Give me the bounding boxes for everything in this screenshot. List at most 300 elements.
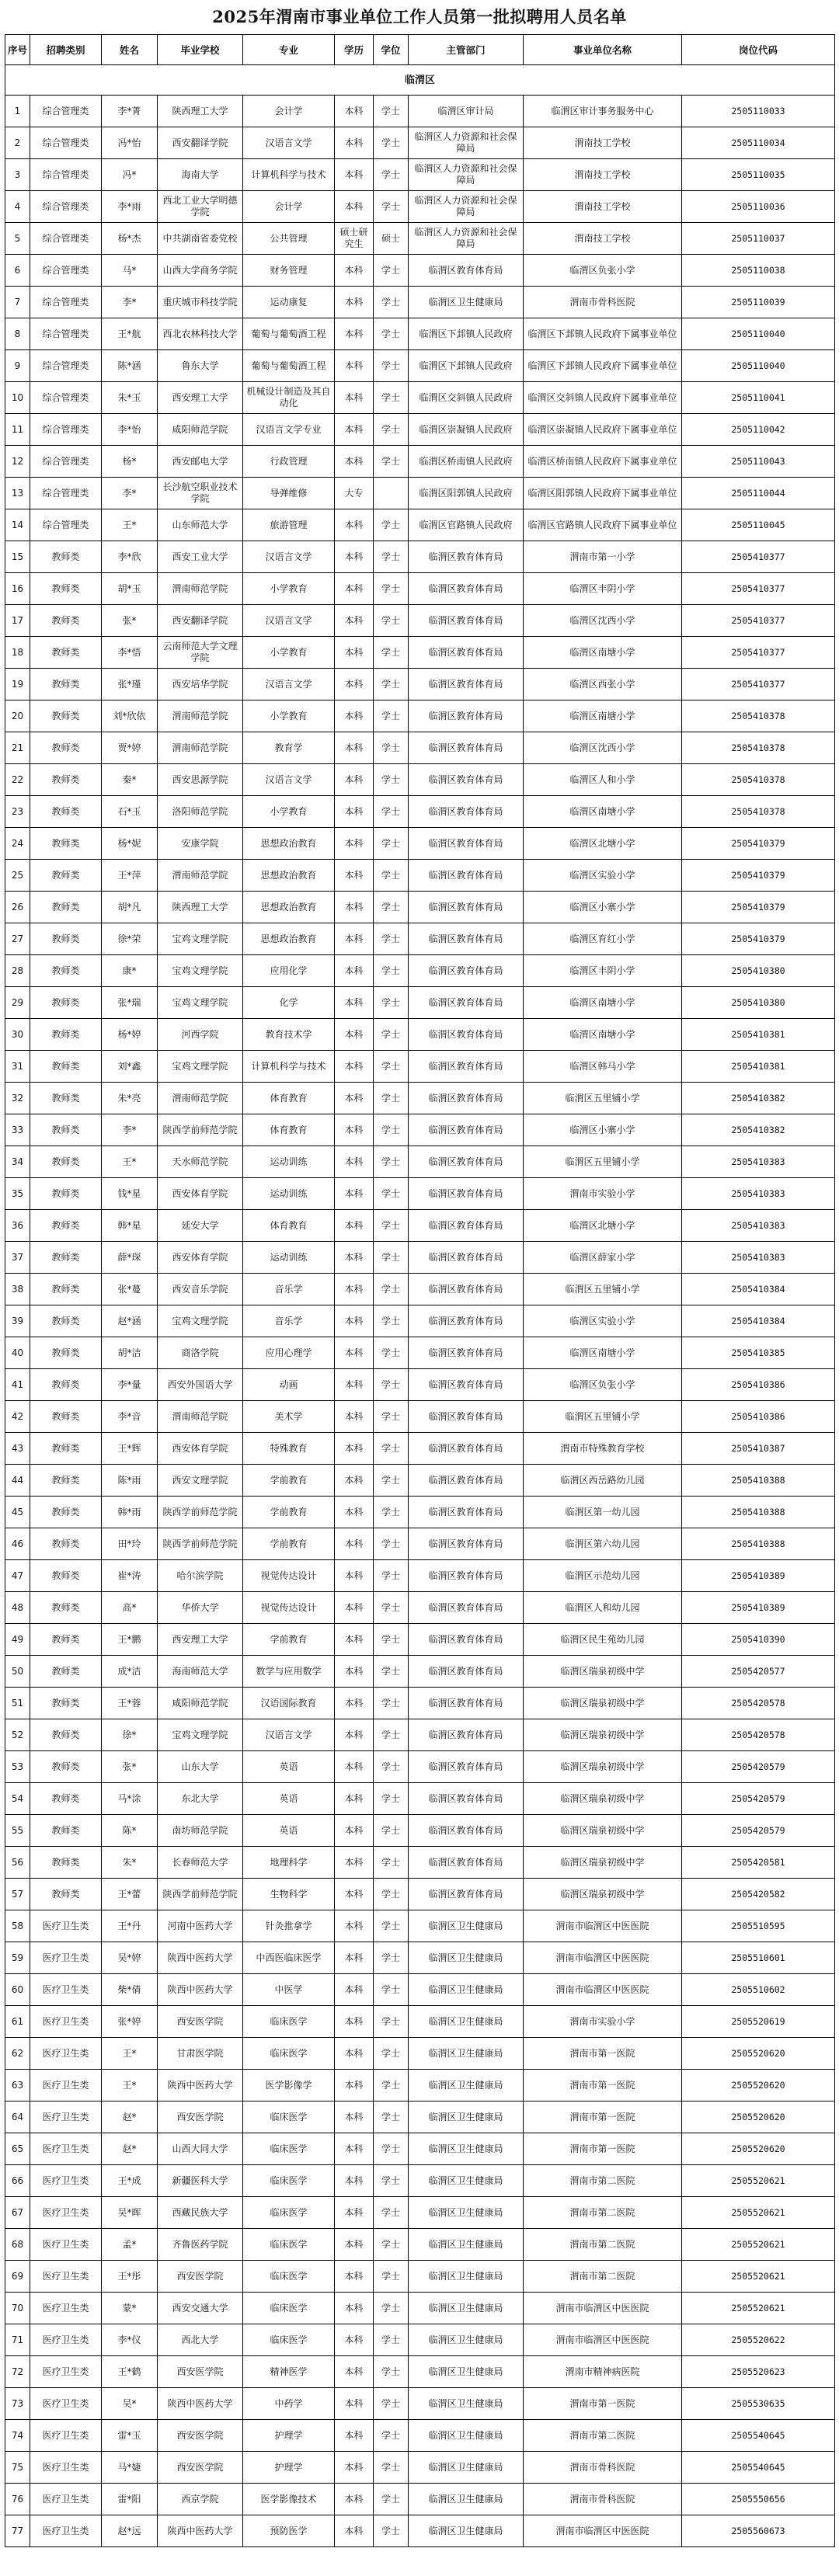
graduate-school-cell: 山东师范大学	[158, 509, 243, 541]
table-row	[5, 2229, 835, 2261]
row-number-cell: 22	[5, 764, 30, 796]
table-row	[5, 478, 835, 509]
supervising-department-cell: 临渭区崇凝镇人民政府	[409, 414, 524, 446]
degree-cell: 学士	[374, 1592, 409, 1624]
degree-cell: 学士	[374, 2484, 409, 2515]
position-code-cell: 2505410378	[682, 796, 835, 828]
education-level-cell: 本科	[335, 2006, 374, 2038]
supervising-department-cell: 临渭区人力资源和社会保障局	[409, 159, 524, 191]
table-row	[5, 923, 835, 955]
person-name-cell: 张*婷	[102, 2006, 158, 2038]
position-code-cell: 2505540645	[682, 2420, 835, 2452]
institution-name-cell: 临渭区负张小学	[524, 255, 682, 287]
recruit-category-cell: 教师类	[30, 1146, 102, 1178]
person-name-cell: 李*仪	[102, 2324, 158, 2356]
person-name-cell: 王*鹤	[102, 2356, 158, 2388]
education-level-cell: 本科	[335, 1910, 374, 1942]
table-row	[5, 2356, 835, 2388]
supervising-department-cell: 临渭区教育体育局	[409, 1783, 524, 1815]
degree-cell: 学士	[374, 669, 409, 700]
row-number-cell: 45	[5, 1497, 30, 1528]
institution-name-cell: 渭南市第二医院	[524, 2261, 682, 2293]
person-name-cell: 雷*玉	[102, 2420, 158, 2452]
graduate-school-cell: 陕西学前师范学院	[158, 1879, 243, 1910]
position-code-cell: 2505410382	[682, 1083, 835, 1114]
education-level-cell: 本科	[335, 2133, 374, 2165]
person-name-cell: 王*航	[102, 318, 158, 350]
person-name-cell: 朱*亮	[102, 1083, 158, 1114]
row-number-cell: 47	[5, 1560, 30, 1592]
person-name-cell: 吴*	[102, 2388, 158, 2420]
education-level-cell: 本科	[335, 287, 374, 318]
institution-name-cell: 临渭区实验小学	[524, 860, 682, 892]
degree-cell: 学士	[374, 96, 409, 127]
education-level-cell: 本科	[335, 2197, 374, 2229]
education-level-cell: 本科	[335, 414, 374, 446]
graduate-school-cell: 宝鸡文理学院	[158, 923, 243, 955]
supervising-department-cell: 临渭区卫生健康局	[409, 2006, 524, 2038]
degree-cell: 学士	[374, 1974, 409, 2006]
institution-name-cell: 渭南市临渭区中医医院	[524, 1974, 682, 2006]
position-code-cell: 2505410384	[682, 1274, 835, 1305]
person-name-cell: 张*	[102, 1751, 158, 1783]
row-number-cell: 43	[5, 1433, 30, 1465]
major-cell: 葡萄与葡萄酒工程	[243, 350, 335, 382]
graduate-school-cell: 海南大学	[158, 159, 243, 191]
supervising-department-cell: 临渭区教育体育局	[409, 1401, 524, 1433]
graduate-school-cell: 宝鸡文理学院	[158, 955, 243, 987]
supervising-department-cell: 临渭区卫生健康局	[409, 1910, 524, 1942]
education-level-cell: 本科	[335, 1688, 374, 1719]
person-name-cell: 冯*	[102, 159, 158, 191]
supervising-department-cell: 临渭区教育体育局	[409, 1369, 524, 1401]
supervising-department-cell: 临渭区卫生健康局	[409, 2261, 524, 2293]
institution-name-cell: 临渭区沈西小学	[524, 732, 682, 764]
institution-name-cell: 临渭区第六幼儿园	[524, 1528, 682, 1560]
education-level-cell: 本科	[335, 1274, 374, 1305]
degree-cell: 学士	[374, 923, 409, 955]
position-code-cell: 2505110042	[682, 414, 835, 446]
recruit-category-cell: 教师类	[30, 1401, 102, 1433]
major-cell: 汉语言文学	[243, 541, 335, 573]
degree-cell: 学士	[374, 2101, 409, 2133]
supervising-department-cell: 临渭区教育体育局	[409, 1592, 524, 1624]
institution-name-cell: 渭南市骨科医院	[524, 2484, 682, 2515]
supervising-department-cell: 临渭区卫生健康局	[409, 2133, 524, 2165]
table-row	[5, 860, 835, 892]
education-level-cell: 本科	[335, 509, 374, 541]
major-cell: 英语	[243, 1751, 335, 1783]
person-name-cell: 马*涂	[102, 1783, 158, 1815]
table-row	[5, 637, 835, 669]
row-number-cell: 60	[5, 1974, 30, 2006]
row-number-cell: 58	[5, 1910, 30, 1942]
table-row	[5, 1369, 835, 1401]
person-name-cell: 王*丹	[102, 1910, 158, 1942]
person-name-cell: 胡*洁	[102, 1337, 158, 1369]
education-level-cell: 本科	[335, 1974, 374, 2006]
graduate-school-cell: 长春师范大学	[158, 1847, 243, 1879]
table-row	[5, 1974, 835, 2006]
supervising-department-cell: 临渭区教育体育局	[409, 1433, 524, 1465]
table-row	[5, 892, 835, 923]
supervising-department-cell: 临渭区教育体育局	[409, 700, 524, 732]
education-level-cell: 本科	[335, 1751, 374, 1783]
person-name-cell: 王*鹏	[102, 1624, 158, 1656]
degree-cell: 学士	[374, 1688, 409, 1719]
row-number-cell: 65	[5, 2133, 30, 2165]
graduate-school-cell: 陕西理工大学	[158, 892, 243, 923]
major-cell: 汉语言文学	[243, 127, 335, 159]
graduate-school-cell: 鲁东大学	[158, 350, 243, 382]
education-level-cell: 本科	[335, 1114, 374, 1146]
row-number-cell: 5	[5, 223, 30, 255]
recruit-category-cell: 医疗卫生类	[30, 2515, 102, 2547]
supervising-department-cell: 临渭区卫生健康局	[409, 2452, 524, 2484]
institution-name-cell: 临渭区瑞泉初级中学	[524, 1783, 682, 1815]
degree-cell: 学士	[374, 1497, 409, 1528]
person-name-cell: 马*婕	[102, 2452, 158, 2484]
graduate-school-cell: 重庆城市科技学院	[158, 287, 243, 318]
graduate-school-cell: 渭南师范学院	[158, 573, 243, 605]
recruit-category-cell: 综合管理类	[30, 382, 102, 414]
major-cell: 学前教育	[243, 1465, 335, 1497]
row-number-cell: 14	[5, 509, 30, 541]
graduate-school-cell: 宝鸡文理学院	[158, 987, 243, 1019]
institution-name-cell: 渭南市第二医院	[524, 2229, 682, 2261]
position-code-cell: 2505530635	[682, 2388, 835, 2420]
graduate-school-cell: 东北大学	[158, 1783, 243, 1815]
person-name-cell: 康*	[102, 955, 158, 987]
degree-cell: 学士	[374, 700, 409, 732]
recruit-category-cell: 教师类	[30, 541, 102, 573]
major-cell: 英语	[243, 1783, 335, 1815]
person-name-cell: 胡*玉	[102, 573, 158, 605]
major-cell: 会计学	[243, 191, 335, 223]
major-cell: 音乐学	[243, 1274, 335, 1305]
major-cell: 学前教育	[243, 1497, 335, 1528]
supervising-department-cell: 临渭区卫生健康局	[409, 2038, 524, 2070]
recruit-category-cell: 教师类	[30, 1656, 102, 1688]
recruit-category-cell: 教师类	[30, 1751, 102, 1783]
person-name-cell: 吴*婷	[102, 1942, 158, 1974]
position-code-cell: 2505410389	[682, 1560, 835, 1592]
person-name-cell: 胡*凡	[102, 892, 158, 923]
row-number-cell: 69	[5, 2261, 30, 2293]
education-level-cell: 本科	[335, 1656, 374, 1688]
graduate-school-cell: 新疆医科大学	[158, 2165, 243, 2197]
person-name-cell: 贾*婷	[102, 732, 158, 764]
major-cell: 旅游管理	[243, 509, 335, 541]
supervising-department-cell: 临渭区教育体育局	[409, 1465, 524, 1497]
education-level-cell: 本科	[335, 764, 374, 796]
graduate-school-cell: 西安交通大学	[158, 2293, 243, 2324]
major-cell: 汉语言文学	[243, 1719, 335, 1751]
table-row	[5, 509, 835, 541]
education-level-cell: 本科	[335, 2356, 374, 2388]
supervising-department-cell: 临渭区教育体育局	[409, 955, 524, 987]
person-name-cell: 吴*晖	[102, 2197, 158, 2229]
table-row	[5, 2133, 835, 2165]
table-row	[5, 1146, 835, 1178]
education-level-cell: 本科	[335, 96, 374, 127]
position-code-cell: 2505560673	[682, 2515, 835, 2547]
degree-cell: 学士	[374, 2356, 409, 2388]
row-number-cell: 3	[5, 159, 30, 191]
major-cell: 汉语言文学专业	[243, 414, 335, 446]
institution-name-cell: 临渭区南塘小学	[524, 1019, 682, 1051]
supervising-department-cell: 临渭区人力资源和社会保障局	[409, 223, 524, 255]
education-level-cell: 本科	[335, 1528, 374, 1560]
graduate-school-cell: 西安医学院	[158, 2006, 243, 2038]
table-row	[5, 127, 835, 159]
institution-name-cell: 渭南市第一医院	[524, 2388, 682, 2420]
table-row	[5, 1847, 835, 1879]
institution-name-cell: 临渭区北塘小学	[524, 828, 682, 860]
education-level-cell: 本科	[335, 1401, 374, 1433]
supervising-department-cell: 临渭区人力资源和社会保障局	[409, 127, 524, 159]
education-level-cell: 本科	[335, 1337, 374, 1369]
graduate-school-cell: 宝鸡文理学院	[158, 1719, 243, 1751]
position-code-cell: 2505550656	[682, 2484, 835, 2515]
education-level-cell: 本科	[335, 669, 374, 700]
institution-name-cell: 渭南市临渭区中医医院	[524, 1910, 682, 1942]
major-cell: 美术学	[243, 1401, 335, 1433]
header-cell: 学历	[335, 35, 374, 65]
row-number-cell: 75	[5, 2452, 30, 2484]
major-cell: 临床医学	[243, 2261, 335, 2293]
institution-name-cell: 渭南技工学校	[524, 159, 682, 191]
row-number-cell: 68	[5, 2229, 30, 2261]
degree-cell: 学士	[374, 573, 409, 605]
graduate-school-cell: 西京学院	[158, 2484, 243, 2515]
table-row	[5, 700, 835, 732]
table-row	[5, 2420, 835, 2452]
person-name-cell: 王*彤	[102, 2261, 158, 2293]
person-name-cell: 王*辉	[102, 1433, 158, 1465]
candidates-table	[5, 34, 835, 2547]
table-row	[5, 1401, 835, 1433]
header-cell: 主管部门	[409, 35, 524, 65]
institution-name-cell: 临渭区阳郭镇人民政府下属事业单位	[524, 478, 682, 509]
institution-name-cell: 临渭区实验小学	[524, 1305, 682, 1337]
supervising-department-cell: 临渭区教育体育局	[409, 987, 524, 1019]
institution-name-cell: 临渭区示范幼儿园	[524, 1560, 682, 1592]
education-level-cell: 本科	[335, 1178, 374, 1210]
person-name-cell: 李*	[102, 1114, 158, 1146]
table-row	[5, 2197, 835, 2229]
row-number-cell: 40	[5, 1337, 30, 1369]
position-code-cell: 2505420578	[682, 1719, 835, 1751]
institution-name-cell: 临渭区官路镇人民政府下属事业单位	[524, 509, 682, 541]
supervising-department-cell: 临渭区卫生健康局	[409, 2293, 524, 2324]
major-cell: 护理学	[243, 2452, 335, 2484]
education-level-cell: 本科	[335, 127, 374, 159]
supervising-department-cell: 临渭区卫生健康局	[409, 2229, 524, 2261]
table-row	[5, 223, 835, 255]
graduate-school-cell: 海南师范大学	[158, 1656, 243, 1688]
table-row	[5, 1337, 835, 1369]
degree-cell: 学士	[374, 1815, 409, 1847]
person-name-cell: 陈*涵	[102, 350, 158, 382]
institution-name-cell: 临渭区瑞泉初级中学	[524, 1688, 682, 1719]
row-number-cell: 20	[5, 700, 30, 732]
degree-cell: 学士	[374, 541, 409, 573]
supervising-department-cell: 临渭区教育体育局	[409, 1815, 524, 1847]
recruit-category-cell: 医疗卫生类	[30, 2388, 102, 2420]
degree-cell: 学士	[374, 2197, 409, 2229]
graduate-school-cell: 安康学院	[158, 828, 243, 860]
major-cell: 财务管理	[243, 255, 335, 287]
supervising-department-cell: 临渭区教育体育局	[409, 1242, 524, 1274]
recruit-category-cell: 教师类	[30, 1433, 102, 1465]
recruit-category-cell: 教师类	[30, 1337, 102, 1369]
degree-cell: 学士	[374, 1465, 409, 1497]
person-name-cell: 钱*星	[102, 1178, 158, 1210]
recruit-category-cell: 医疗卫生类	[30, 2356, 102, 2388]
position-code-cell: 2505410390	[682, 1624, 835, 1656]
graduate-school-cell: 天水师范学院	[158, 1146, 243, 1178]
major-cell: 临床医学	[243, 2324, 335, 2356]
degree-cell: 学士	[374, 1560, 409, 1592]
supervising-department-cell: 临渭区人力资源和社会保障局	[409, 191, 524, 223]
education-level-cell: 本科	[335, 2484, 374, 2515]
supervising-department-cell: 临渭区卫生健康局	[409, 2356, 524, 2388]
education-level-cell: 本科	[335, 1847, 374, 1879]
person-name-cell: 陈*雨	[102, 1465, 158, 1497]
institution-name-cell: 临渭区负张小学	[524, 1369, 682, 1401]
degree-cell: 学士	[374, 1528, 409, 1560]
position-code-cell: 2505110033	[682, 96, 835, 127]
institution-name-cell: 临渭区南塘小学	[524, 637, 682, 669]
degree-cell: 学士	[374, 796, 409, 828]
position-code-cell: 2505410388	[682, 1497, 835, 1528]
education-level-cell: 本科	[335, 350, 374, 382]
graduate-school-cell: 南坊师范学院	[158, 1815, 243, 1847]
institution-name-cell: 临渭区桥南镇人民政府下属事业单位	[524, 446, 682, 478]
position-code-cell: 2505410381	[682, 1051, 835, 1083]
degree-cell: 学士	[374, 2038, 409, 2070]
recruit-category-cell: 教师类	[30, 573, 102, 605]
table-body	[5, 65, 835, 2547]
recruit-category-cell: 医疗卫生类	[30, 2484, 102, 2515]
position-code-cell: 2505110041	[682, 382, 835, 414]
header-cell: 学位	[374, 35, 409, 65]
institution-name-cell: 渭南市实验小学	[524, 1178, 682, 1210]
recruit-category-cell: 医疗卫生类	[30, 2197, 102, 2229]
person-name-cell: 张*瑾	[102, 669, 158, 700]
position-code-cell: 2505410378	[682, 732, 835, 764]
position-code-cell: 2505410388	[682, 1528, 835, 1560]
education-level-cell: 本科	[335, 191, 374, 223]
row-number-cell: 64	[5, 2101, 30, 2133]
major-cell: 学前教育	[243, 1624, 335, 1656]
supervising-department-cell: 临渭区卫生健康局	[409, 2197, 524, 2229]
institution-name-cell: 渭南技工学校	[524, 127, 682, 159]
table-row	[5, 1688, 835, 1719]
degree-cell: 学士	[374, 2070, 409, 2101]
position-code-cell: 2505520619	[682, 2006, 835, 2038]
table-row	[5, 159, 835, 191]
degree-cell	[374, 478, 409, 509]
degree-cell: 学士	[374, 509, 409, 541]
table-row	[5, 191, 835, 223]
graduate-school-cell: 陕西学前师范学院	[158, 1114, 243, 1146]
position-code-cell: 2505110040	[682, 318, 835, 350]
row-number-cell: 73	[5, 2388, 30, 2420]
degree-cell: 学士	[374, 605, 409, 637]
major-cell: 医学影像学	[243, 2070, 335, 2101]
table-row	[5, 1210, 835, 1242]
institution-name-cell: 渭南市临渭区中医医院	[524, 2293, 682, 2324]
person-name-cell: 李*音	[102, 1401, 158, 1433]
education-level-cell: 本科	[335, 605, 374, 637]
supervising-department-cell: 临渭区卫生健康局	[409, 2070, 524, 2101]
recruit-category-cell: 医疗卫生类	[30, 1942, 102, 1974]
major-cell: 临床医学	[243, 2101, 335, 2133]
recruit-category-cell: 综合管理类	[30, 350, 102, 382]
row-number-cell: 70	[5, 2293, 30, 2324]
table-row	[5, 1114, 835, 1146]
supervising-department-cell: 临渭区教育体育局	[409, 1114, 524, 1146]
position-code-cell: 2505410379	[682, 892, 835, 923]
degree-cell: 学士	[374, 318, 409, 350]
graduate-school-cell: 西安翻译学院	[158, 605, 243, 637]
supervising-department-cell: 临渭区教育体育局	[409, 637, 524, 669]
major-cell: 医学影像技术	[243, 2484, 335, 2515]
degree-cell: 学士	[374, 1178, 409, 1210]
table-row	[5, 1178, 835, 1210]
education-level-cell: 本科	[335, 860, 374, 892]
graduate-school-cell: 西安文理学院	[158, 1465, 243, 1497]
graduate-school-cell: 渭南师范学院	[158, 700, 243, 732]
header-cell: 岗位代码	[682, 35, 835, 65]
degree-cell: 学士	[374, 2006, 409, 2038]
header-cell: 序号	[5, 35, 30, 65]
major-cell: 地理科学	[243, 1847, 335, 1879]
major-cell: 视觉传达设计	[243, 1592, 335, 1624]
institution-name-cell: 临渭区人和小学	[524, 764, 682, 796]
supervising-department-cell: 临渭区卫生健康局	[409, 287, 524, 318]
graduate-school-cell: 西安医学院	[158, 2356, 243, 2388]
supervising-department-cell: 临渭区教育体育局	[409, 1847, 524, 1879]
recruit-category-cell: 教师类	[30, 764, 102, 796]
graduate-school-cell: 西安体育学院	[158, 1178, 243, 1210]
row-number-cell: 38	[5, 1274, 30, 1305]
row-number-cell: 42	[5, 1401, 30, 1433]
row-number-cell: 28	[5, 955, 30, 987]
institution-name-cell: 临渭区第一幼儿园	[524, 1497, 682, 1528]
header-cell: 事业单位名称	[524, 35, 682, 65]
degree-cell: 学士	[374, 860, 409, 892]
row-number-cell: 35	[5, 1178, 30, 1210]
supervising-department-cell: 临渭区教育体育局	[409, 1751, 524, 1783]
degree-cell: 学士	[374, 732, 409, 764]
position-code-cell: 2505410385	[682, 1337, 835, 1369]
position-code-cell: 2505110045	[682, 509, 835, 541]
row-number-cell: 26	[5, 892, 30, 923]
position-code-cell: 2505410377	[682, 605, 835, 637]
position-code-cell: 2505520621	[682, 2197, 835, 2229]
major-cell: 临床医学	[243, 2038, 335, 2070]
degree-cell: 学士	[374, 446, 409, 478]
degree-cell: 学士	[374, 2515, 409, 2547]
supervising-department-cell: 临渭区卫生健康局	[409, 2101, 524, 2133]
recruit-category-cell: 教师类	[30, 637, 102, 669]
row-number-cell: 71	[5, 2324, 30, 2356]
supervising-department-cell: 临渭区教育体育局	[409, 1688, 524, 1719]
institution-name-cell: 临渭区瑞泉初级中学	[524, 1815, 682, 1847]
